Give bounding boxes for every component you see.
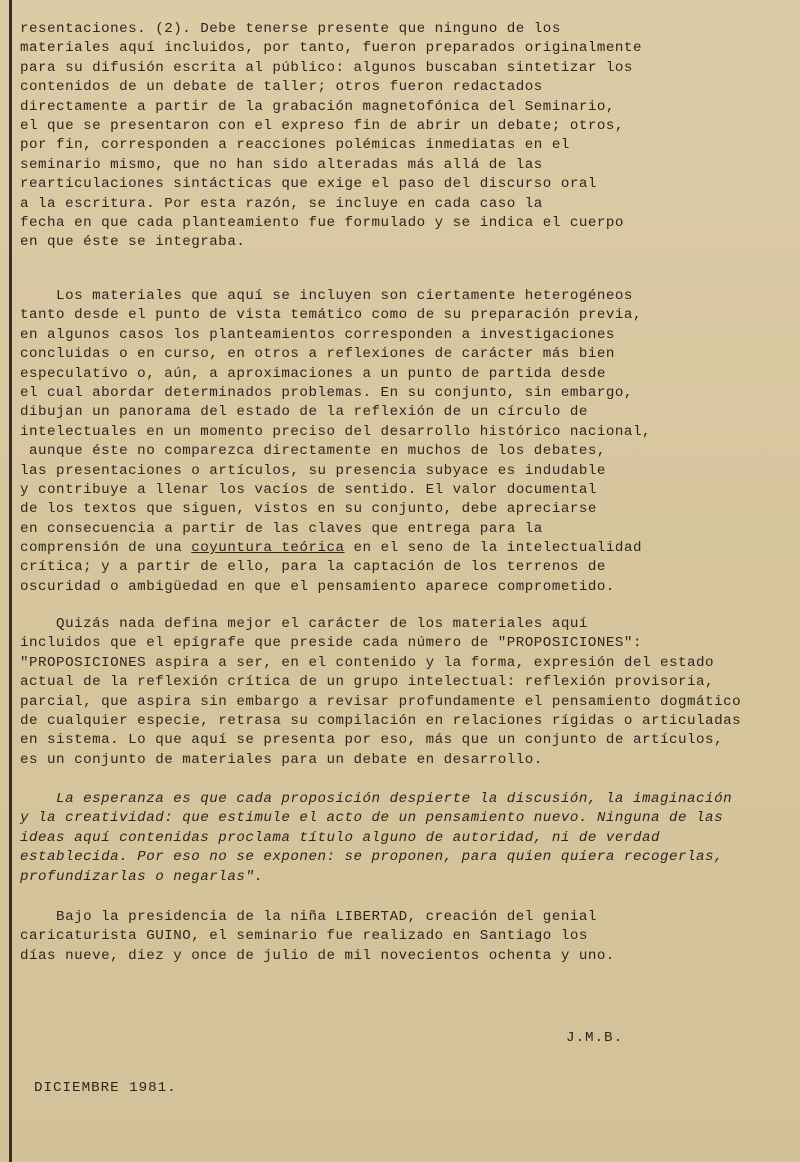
text-line: directamente a partir de la grabación magnetofónica del Seminario, (20, 98, 615, 115)
text-line: especulativo o, aún, a aproximaciones a un punto de partida desde (20, 365, 606, 382)
text-line: caricaturista GUINO, el seminario fue realizado en Santiago los (20, 928, 588, 945)
text-line: resentaciones. (2). Debe tenerse presente que ninguno de los (20, 21, 561, 37)
text-line: incluidos que el epígrafe que preside cada número de "PROPOSICIONES": (20, 635, 642, 652)
text-line: días nueve, diez y once de julio de mil novecientos ochenta y uno. (20, 947, 615, 964)
text-line: en algunos casos los planteamientos corresponden a investigaciones (20, 326, 615, 343)
text-line: concluidas o en curso, en otros a reflexiones de carácter más bien (20, 346, 615, 363)
left-margin-rule (9, 0, 12, 1162)
signature-initials: J.M.B. (566, 1030, 624, 1046)
paragraph-1 (20, 20, 788, 253)
paragraph-5 (20, 908, 788, 966)
text-line: comprensión de una coyuntura teórica en el seno de la intelectualidad (20, 540, 642, 557)
text-line: oscuridad o ambigüedad en que el pensamiento aparece comprometido. (20, 578, 615, 595)
text-line: materiales aquí incluidos, por tanto, fueron preparados originalmente (20, 40, 642, 57)
paragraph-2 (20, 287, 788, 597)
text-line: dibujan un panorama del estado de la reflexión de un círculo de (20, 404, 588, 421)
text-line: intelectuales en un momento preciso del desarrollo histórico nacional, (20, 423, 651, 440)
text-line: las presentaciones o artículos, su presencia subyace es indudable (20, 462, 606, 479)
paragraph-4-epigraph-italic (20, 790, 788, 887)
text-line: en sistema. Lo que aquí se presenta por eso, más que un conjunto de artículos, (20, 732, 724, 749)
text-line: fecha en que cada planteamiento fue formulado y se indica el cuerpo (20, 214, 624, 231)
text-line: crítica; y a partir de ello, para la captación de los terrenos de (20, 559, 606, 576)
text-line: seminario mismo, que no han sido alteradas más allá de las (20, 156, 543, 173)
text-line: "PROPOSICIONES aspira a ser, en el contenido y la forma, expresión del estado (20, 654, 715, 671)
underlined-phrase: coyuntura teórica (191, 540, 345, 557)
text-line: es un conjunto de materiales para un debate en desarrollo. (20, 751, 543, 768)
text-line: de cualquier especie, retrasa su compilación en relaciones rígidas o articuladas (20, 712, 742, 729)
text-line: en que éste se integraba. (20, 234, 246, 251)
text-line: y contribuye a llenar los vacíos de sentido. El valor documental (20, 481, 597, 498)
text-line: profundizarlas o negarlas". (20, 868, 264, 885)
text-line: por fin, corresponden a reacciones polémicas inmediatas en el (20, 137, 570, 154)
text-line: a la escritura. Por esta razón, se incluye en cada caso la (20, 195, 543, 212)
text-line: Los materiales que aquí se incluyen son ciertamente heterogéneos (20, 288, 633, 304)
document-date: DICIEMBRE 1981. (34, 1080, 177, 1096)
text-line: Bajo la presidencia de la niña LIBERTAD, creación del genial (20, 909, 597, 925)
text-line: aunque éste no comparezca directamente en muchos de los debates, (20, 443, 606, 460)
text-line: actual de la reflexión crítica de un grupo intelectual: reflexión provisoria, (20, 674, 715, 691)
text-line: en consecuencia a partir de las claves que entrega para la (20, 520, 543, 537)
paragraph-3-epigraph (20, 615, 788, 770)
text-line: para su difusión escrita al público: algunos buscaban sintetizar los (20, 59, 633, 76)
text-line: tanto desde el punto de vista temático como de su preparación previa, (20, 307, 642, 324)
text-line: contenidos de un debate de taller; otros fueron redactados (20, 79, 543, 96)
text-line: el cual abordar determinados problemas. En su conjunto, sin embargo, (20, 384, 633, 401)
text-line: y la creatividad: que estimule el acto de un pensamiento nuevo. Ninguna de las (20, 810, 724, 827)
text-line: establecida. Por eso no se exponen: se proponen, para quien quiera recogerlas, (20, 849, 724, 866)
text-line: rearticulaciones sintácticas que exige el paso del discurso oral (20, 176, 597, 193)
text-line: Quizás nada defina mejor el carácter de los materiales aquí (20, 616, 588, 632)
text-line: La esperanza es que cada proposición despierte la discusión, la imaginación (20, 791, 733, 807)
text-line: parcial, que aspira sin embargo a revisar profundamente el pensamiento dogmático (20, 693, 742, 710)
text-line: el que se presentaron con el expreso fin de abrir un debate; otros, (20, 117, 624, 134)
text-line: ideas aquí contenidas proclama título alguno de autoridad, ni de verdad (20, 829, 660, 846)
text-line: de los textos que siguen, vistos en su conjunto, debe apreciarse (20, 501, 597, 518)
